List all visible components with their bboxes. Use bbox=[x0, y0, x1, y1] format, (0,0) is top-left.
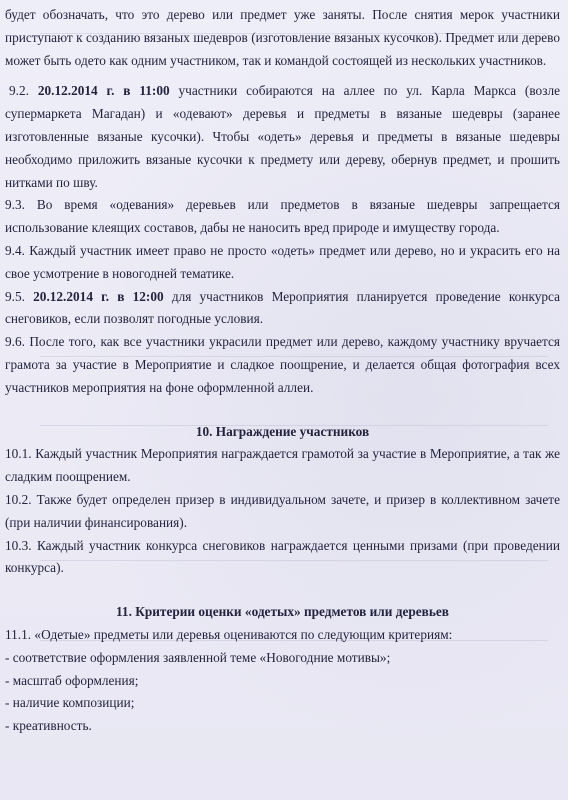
event-time: 12:00 bbox=[132, 288, 164, 304]
paragraph-11-1: 11.1. «Одетые» предметы или деревья оцениваются по следующим критериям: bbox=[5, 626, 453, 642]
spacer bbox=[5, 580, 560, 601]
paragraph-9-6: 9.6. После того, как все участники украсили предмет или дерево, каждому участнику вручается грамота за участие в Мероприятие и сладкое поощрение, и делается общая фотография всех участников мероприятия на фоне оформленной аллеи. bbox=[5, 334, 560, 395]
section-10-heading: 10. Награждение участников bbox=[195, 423, 370, 439]
event-date: 20.12.2014 bbox=[33, 288, 93, 304]
section-11-heading: 11. Критерии оценки «одетых» предметов или деревьев bbox=[116, 604, 449, 620]
event-date: 20.12.2014 bbox=[37, 83, 98, 99]
document-body bbox=[5, 4, 560, 738]
intro-paragraph: будет обозначать, что это дерево или предмет уже заняты. После снятия мерок участники приступают к созданию вязаных шедевров (изготовление вязаных кусочков). Предмет или дерево может быть одето как одним участником, так и командой состоящей из нескольких участников. bbox=[5, 7, 560, 68]
paragraph-number: 9.2. bbox=[9, 83, 29, 99]
paragraph-10-3: 10.3. Каждый участник конкурса снеговиков награждается ценными призами (при проведении конкурса). bbox=[5, 537, 560, 576]
paragraph-text: для участников Мероприятия планируется проведение конкурса снеговиков, если позволят погодные условия. bbox=[5, 288, 560, 327]
event-time: 11:00 bbox=[139, 83, 170, 99]
criteria-item: - масштаб оформления; bbox=[5, 672, 139, 688]
paragraph-9-3: 9.3. Во время «одевания» деревьев или предметов в вязаные шедевры запрещается использование клеящих составов, дабы не наносить вред природе и имуществу города. bbox=[5, 197, 560, 236]
paragraph-9-5 bbox=[5, 286, 560, 332]
paragraph-9-2 bbox=[5, 80, 560, 194]
date-time-connector: г. в bbox=[101, 288, 125, 304]
criteria-item: - соответствие оформления заявленной теме «Новогодние мотивы»; bbox=[5, 649, 391, 665]
date-time-connector: г. в bbox=[106, 83, 131, 99]
criteria-item: - креативность. bbox=[5, 718, 92, 734]
paragraph-number: 9.5. bbox=[5, 288, 25, 304]
paragraph-9-4: 9.4. Каждый участник имеет право не просто «одеть» предмет или дерево, но и украсить его на свое усмотрение в новогодней тематике. bbox=[5, 242, 560, 281]
spacer bbox=[5, 400, 560, 421]
paragraph-text: участники собираются на аллее по ул. Карла Маркса (возле супермаркета Магадан) и «одевают» деревья и предметы в вязаные шедевры (заранее изготовленные вязаные кусочки). Чтобы «одеть» деревья и предметы в вязаные шедевры необходимо приложить вязаные кусочки к предмету или дереву, обернув предмет, и прошить нитками по шву. bbox=[5, 83, 560, 190]
spacer bbox=[5, 72, 560, 80]
paragraph-10-2: 10.2. Также будет определен призер в индивидуальном зачете, и призер в коллективном зачете (при наличии финансирования). bbox=[5, 491, 560, 530]
paragraph-10-1: 10.1. Каждый участник Мероприятия награждается грамотой за участие в Мероприятие, а так же сладким поощрением. bbox=[5, 446, 560, 485]
criteria-item: - наличие композиции; bbox=[5, 695, 135, 711]
